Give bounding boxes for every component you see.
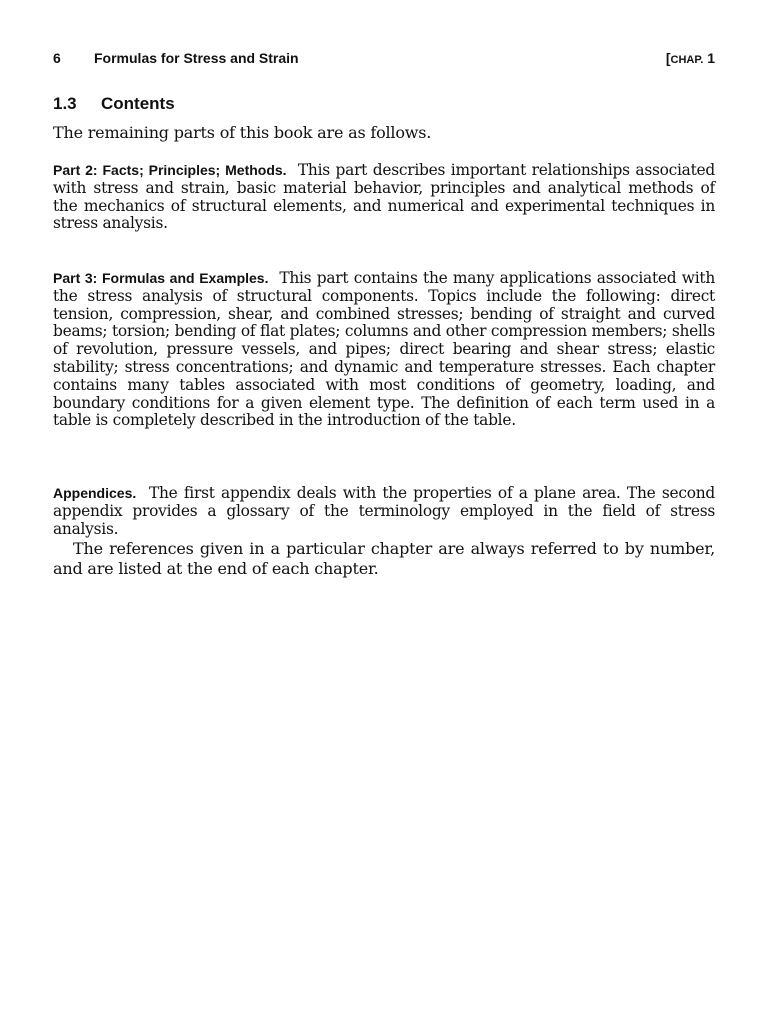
appendices-heading: Appendices. bbox=[53, 485, 137, 501]
references-paragraph: The references given in a particular chapter are always referred to by number, and are listed at the end of each chapter. bbox=[53, 539, 715, 578]
chapter-marker bbox=[666, 50, 715, 66]
chapter-bracket: [ bbox=[665, 50, 671, 66]
running-head bbox=[53, 50, 715, 70]
part-2-text: This part describes important relationships associated with stress and strain, basic material behavior, principles and analytical methods of the mechanics of structural elements, and numerical and experimental techniques in stress analysis. bbox=[53, 161, 715, 233]
part-2-paragraph bbox=[53, 162, 715, 233]
chapter-number: 1 bbox=[707, 50, 715, 66]
part-3-paragraph bbox=[53, 270, 715, 430]
section-title: Contents bbox=[101, 94, 175, 113]
chapter-label: CHAP. bbox=[670, 54, 704, 66]
running-head-title: Formulas for Stress and Strain bbox=[94, 50, 299, 66]
intro-paragraph: The remaining parts of this book are as follows. bbox=[53, 123, 432, 142]
part-3-heading: Part 3: Formulas and Examples. bbox=[53, 270, 269, 286]
appendices-paragraph bbox=[53, 485, 715, 538]
appendices-text: The first appendix deals with the properties of a plane area. The second appendix provides a glossary of the terminology employed in the field of stress analysis. bbox=[53, 484, 715, 538]
page-number: 6 bbox=[53, 50, 61, 66]
part-2-heading: Part 2: Facts; Principles; Methods. bbox=[53, 162, 287, 178]
section-number: 1.3 bbox=[53, 94, 77, 113]
section-heading bbox=[53, 94, 175, 114]
part-3-text: This part contains the many applications associated with the stress analysis of structural components. Topics include the following: direct tension, compression, shear, and combined stresses; bending of straight and curved beams; torsion; bending of flat plates; columns and other compression members; shells of revolution, pressure vessels, and pipes; direct bearing and shear stress; elastic stability; stress concentrations; and dynamic and temperature stresses. Each chapter contains many tables associated with most conditions of geometry, loading, and boundary conditions for a given element type. The definition of each term used in a table is completely described in the introduction of the table. bbox=[53, 269, 715, 430]
